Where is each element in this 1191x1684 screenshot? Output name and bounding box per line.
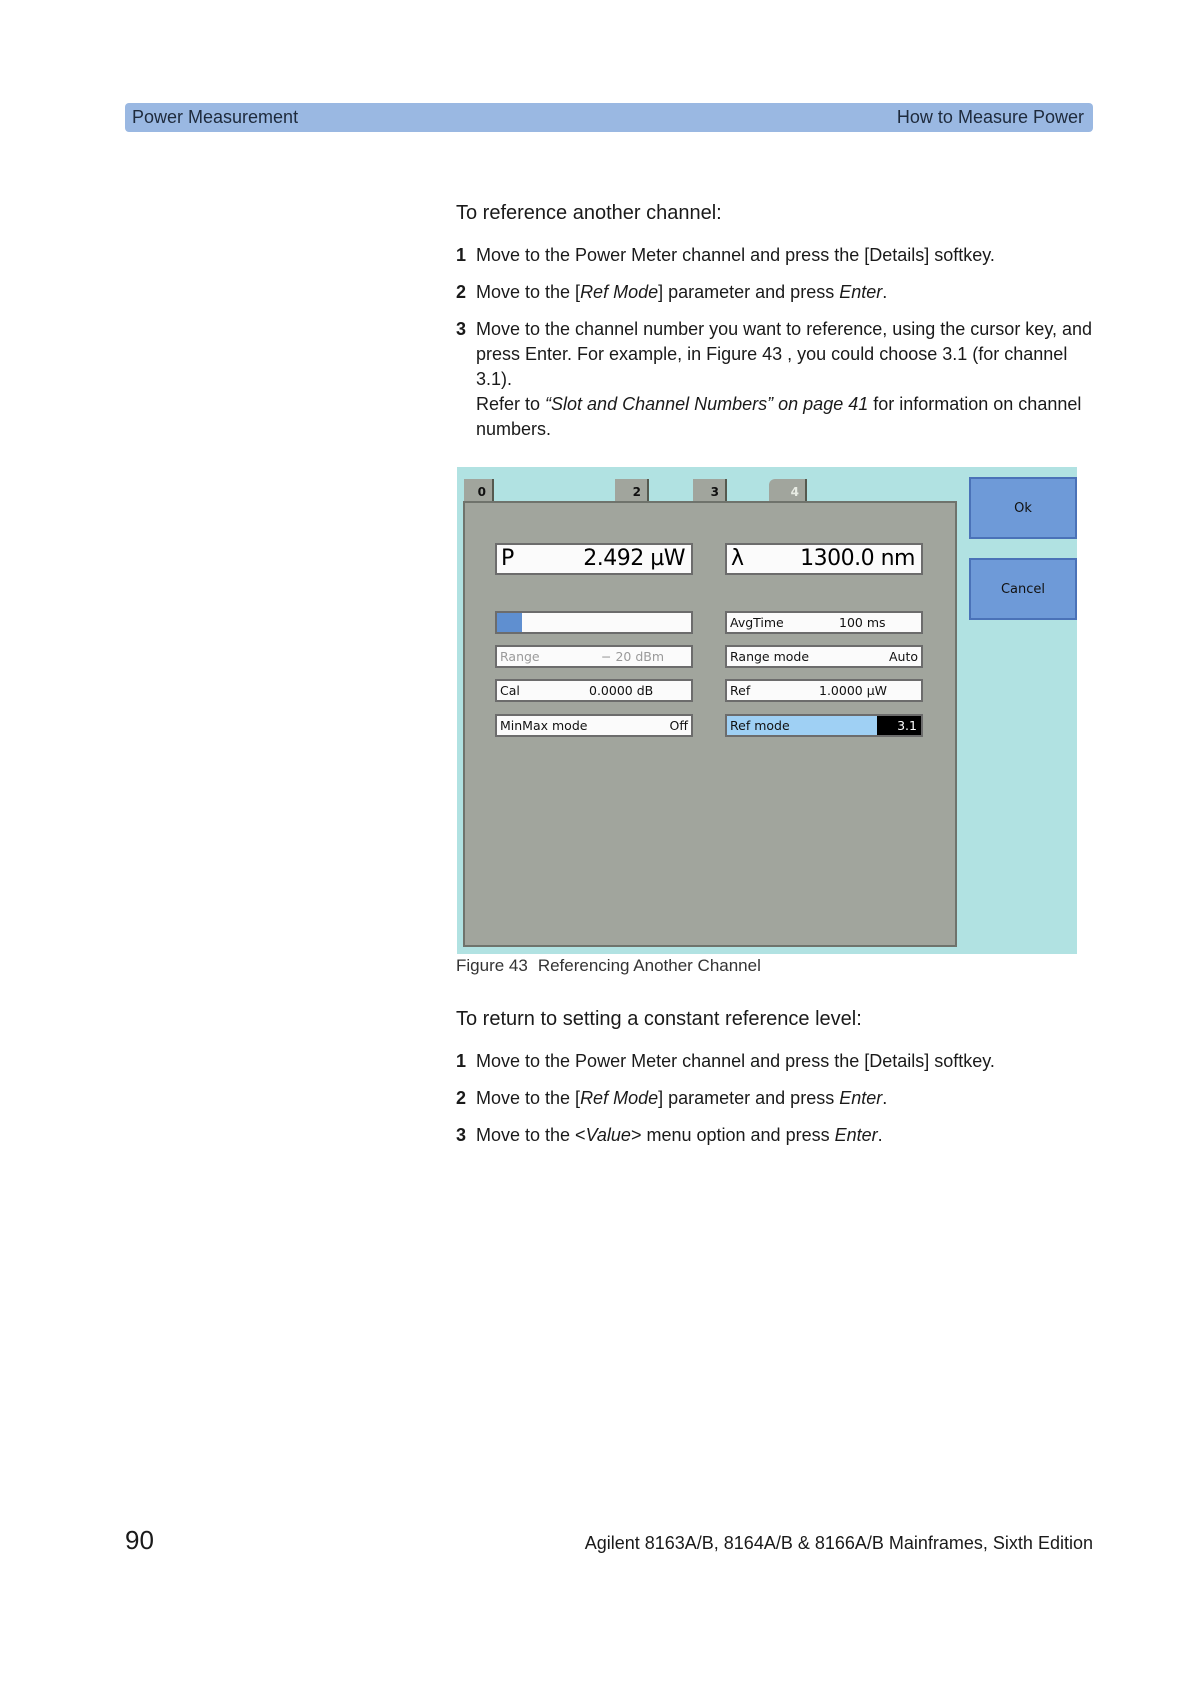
step-number: 2 — [456, 1088, 467, 1108]
channel-tab-0[interactable]: 0 — [464, 479, 494, 503]
range-mode-label: Range mode — [730, 649, 810, 664]
step-text: Move to the [Ref Mode] parameter and press Enter. — [476, 1088, 888, 1108]
enter-key-term: Enter — [839, 1088, 883, 1108]
power-display — [495, 543, 693, 575]
range-mode-value: Auto — [888, 649, 918, 664]
step-number: 1 — [456, 1051, 467, 1071]
range-label: Range — [500, 649, 540, 664]
avgtime-field[interactable] — [725, 611, 923, 634]
wavelength-symbol: λ — [731, 546, 745, 571]
cross-reference-link[interactable]: “Slot and Channel Numbers” on page 41 — [545, 394, 869, 414]
step-text: Move to the channel number you want to reference, using the cursor key, and press Enter. For example, in Figure 43 , you could choose 3.1 (for channel 3.1). Refer to “Slot and Channel Numbers” on page 41 for information on channel numbers. — [476, 319, 1093, 439]
figure-caption — [456, 956, 761, 976]
power-meter-details-panel — [463, 501, 957, 947]
step-number: 3 — [456, 1125, 467, 1145]
ref-label: Ref — [730, 683, 751, 698]
header-chapter: Power Measurement — [132, 107, 299, 127]
referencing-channel-figure — [457, 467, 1077, 954]
value-term: Value — [585, 1125, 631, 1145]
enter-key-term: Enter — [834, 1125, 878, 1145]
figure-number: Figure 43 — [456, 956, 528, 975]
ref-mode-value: 3.1 — [877, 716, 921, 735]
section-heading-constant-reference: To return to setting a constant reference level: — [456, 1008, 862, 1030]
minmax-mode-field[interactable] — [495, 714, 693, 737]
figure-title: Referencing Another Channel — [537, 956, 761, 975]
footer-title: Agilent 8163A/B, 8164A/B & 8166A/B Mainframes, Sixth Edition — [584, 1533, 1093, 1553]
step-number: 2 — [456, 282, 467, 302]
step-number: 3 — [456, 319, 467, 339]
ref-mode-field[interactable] — [725, 714, 923, 737]
enter-key-term: Enter — [839, 282, 883, 302]
section-heading-reference-channel: To reference another channel: — [456, 202, 722, 224]
range-mode-field[interactable] — [725, 645, 923, 668]
ref-value: 1.0000 µW — [819, 683, 888, 698]
step-text: Move to the [Ref Mode] parameter and press Enter. — [476, 282, 888, 302]
wavelength-display — [725, 543, 923, 575]
cal-value: 0.0000 dB — [589, 683, 654, 698]
power-level-fill — [497, 613, 522, 632]
power-value: 2.492 µW — [583, 546, 685, 571]
ref-field[interactable] — [725, 679, 923, 702]
step-text: Move to the <Value> menu option and press Enter. — [476, 1125, 883, 1145]
avgtime-label: AvgTime — [730, 615, 784, 630]
ok-softkey[interactable]: Ok — [969, 477, 1077, 539]
cancel-softkey[interactable]: Cancel — [969, 558, 1077, 620]
power-level-bar — [495, 611, 693, 634]
minmax-mode-value: Off — [669, 718, 688, 733]
wavelength-value: 1300.0 nm — [800, 546, 915, 571]
cal-label: Cal — [500, 683, 520, 698]
ref-mode-term: Ref Mode — [580, 1088, 659, 1108]
channel-tab-4[interactable]: 4 — [769, 479, 807, 503]
avgtime-value: 100 ms — [839, 615, 886, 630]
range-value: − 20 dBm — [601, 649, 665, 664]
range-field — [495, 645, 693, 668]
header-section: How to Measure Power — [896, 107, 1084, 127]
cal-field[interactable] — [495, 679, 693, 702]
step-text: Move to the Power Meter channel and press the [Details] softkey. — [476, 245, 995, 265]
ref-mode-term: Ref Mode — [580, 282, 659, 302]
power-symbol: P — [501, 546, 515, 571]
channel-tab-3[interactable]: 3 — [693, 479, 727, 503]
step-text: Move to the Power Meter channel and press the [Details] softkey. — [476, 1051, 995, 1071]
running-header — [125, 103, 1093, 132]
channel-tab-2[interactable]: 2 — [615, 479, 649, 503]
minmax-mode-label: MinMax mode — [500, 718, 588, 733]
step-number: 1 — [456, 245, 467, 265]
ref-mode-label: Ref mode — [730, 718, 790, 733]
page-number: 90 — [125, 1525, 154, 1555]
